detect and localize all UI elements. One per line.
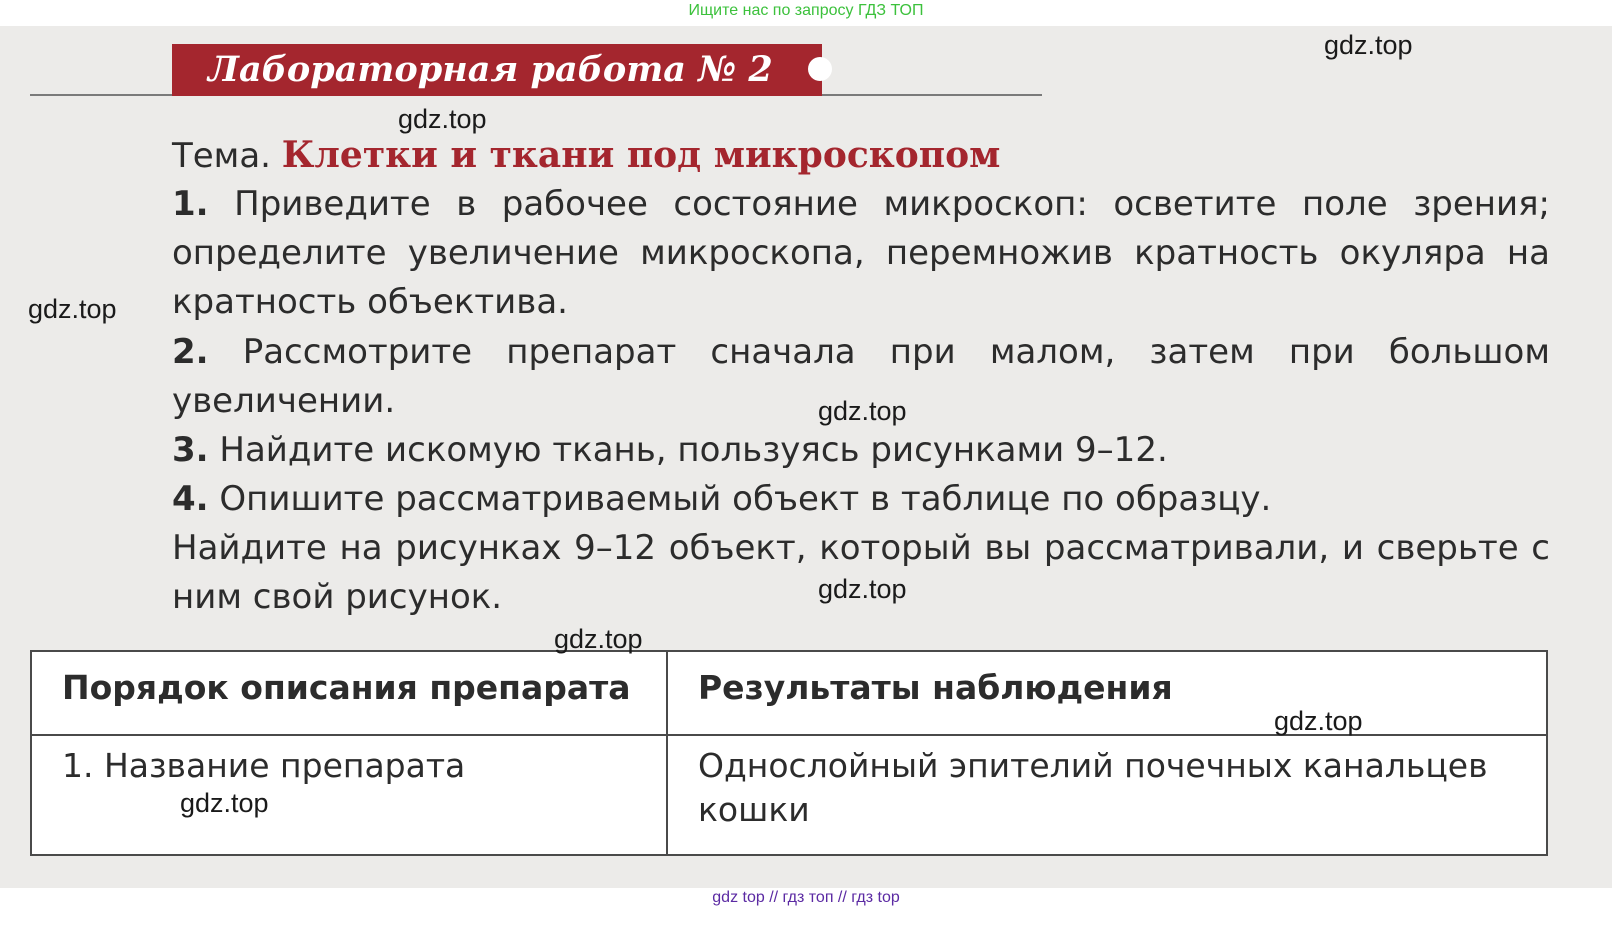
step-1 (172, 180, 1550, 327)
theme-line (172, 134, 1000, 176)
top-banner: Ищите нас по запросу ГДЗ ТОП (688, 2, 924, 19)
step-text: Приведите в рабочее состояние микроскоп: осветите поле зрения; определите увеличение микроскопа, перемножив кратность окуляра на кратность объектива. (172, 184, 1551, 322)
comparison-note: Найдите на рисунках 9–12 объект, который вы рассматривали, и сверьте с ним свой рисунок. (172, 528, 1550, 617)
table-cell: Однослойный эпителий почечных канальцев кошки (667, 735, 1547, 855)
lab-title: Лабораторная работа № 2 (208, 49, 773, 90)
observation-table (30, 650, 1548, 856)
table-header: Результаты наблюдения (667, 651, 1547, 735)
table-header: Порядок описания препарата (31, 651, 667, 735)
step-number: 3. (172, 430, 209, 470)
step-number: 4. (172, 479, 209, 519)
watermark: gdz.top (180, 788, 269, 818)
watermark: gdz.top (818, 574, 907, 604)
watermark: gdz.top (28, 294, 117, 324)
theme-title: Клетки и ткани под микроскопом (281, 134, 1001, 176)
watermark: gdz.top (1274, 706, 1363, 736)
step-4 (172, 475, 1550, 524)
step-text: Опишите рассматриваемый объект в таблице по образцу. (219, 479, 1272, 519)
step-text: Рассмотрите препарат сначала при малом, затем при большом увеличении. (172, 332, 1550, 421)
watermark: gdz.top (1324, 30, 1413, 60)
step-number: 2. (172, 332, 209, 372)
watermark: gdz.top (818, 396, 907, 426)
puzzle-knob (808, 57, 832, 81)
footer-watermark: gdz top // гдз топ // гдз top (712, 889, 900, 906)
watermark: gdz.top (398, 104, 487, 134)
title-bar (172, 44, 822, 96)
step-3 (172, 426, 1550, 475)
table-cell: 1. Название препарата (31, 735, 667, 855)
watermark: gdz.top (554, 624, 643, 654)
step-text: Найдите искомую ткань, пользуясь рисунками 9–12. (219, 430, 1168, 470)
theme-label: Тема. (172, 136, 271, 176)
step-number: 1. (172, 184, 209, 224)
